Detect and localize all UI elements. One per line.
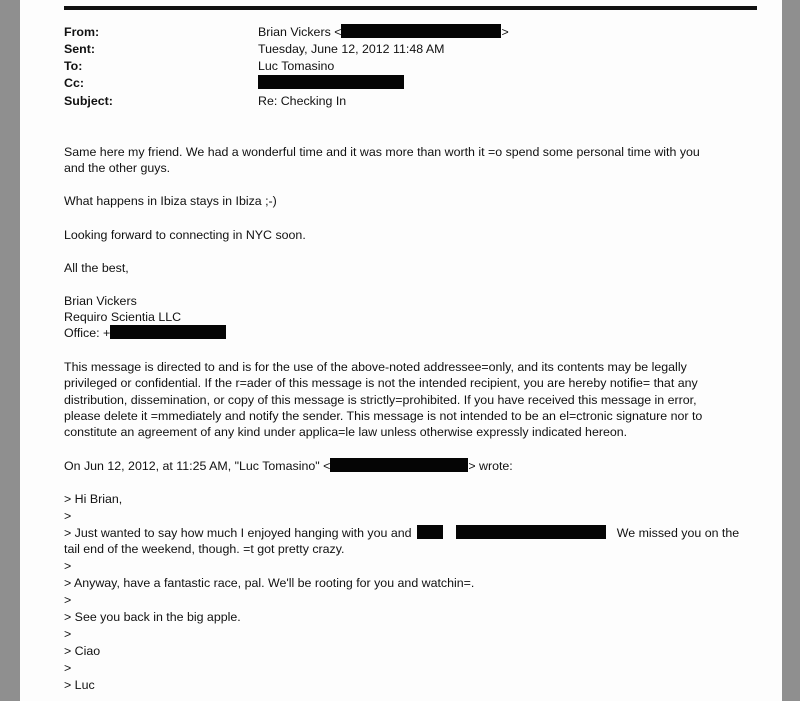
- from-name: Brian Vickers <: [258, 25, 342, 39]
- cc-label: Cc:: [64, 76, 84, 90]
- quote-intro-text: On Jun 12, 2012, at 11:25 AM, "Luc Tomasino" <: [64, 459, 331, 473]
- body-line: What happens in Ibiza stays in Ibiza ;-): [64, 194, 277, 208]
- subject-value: Re: Checking In: [258, 94, 347, 108]
- redaction-bar: [341, 24, 501, 38]
- disclaimer-line: distribution, dissemination, or copy of this message is strictly=prohibited. If you have received this message in error,: [64, 393, 697, 407]
- quoted-text: We missed you on the: [616, 526, 740, 540]
- body-line: Looking forward to connecting in NYC soon.: [64, 228, 306, 242]
- redaction-bar: [417, 525, 443, 539]
- body-line: and the other guys.: [64, 161, 171, 175]
- quoted-line: > Luc: [64, 678, 95, 692]
- signature-name: Brian Vickers: [64, 294, 137, 308]
- body-line: All the best,: [64, 261, 129, 275]
- quoted-line: >: [64, 661, 72, 675]
- email-page: [20, 0, 782, 701]
- sent-label: Sent:: [64, 42, 95, 56]
- disclaimer-line: privileged or confidential. If the r=ader of this message is not the intended recipient, you are hereby notifie= that any: [64, 376, 698, 390]
- redaction-bar: [456, 525, 606, 539]
- redaction-bar: [258, 75, 404, 89]
- disclaimer-line: please delete it =mmediately and notify the sender. This message is not intended to be an el=ctronic signature nor to: [64, 409, 703, 423]
- quoted-line: tail end of the weekend, though. =t got pretty crazy.: [64, 542, 345, 556]
- redaction-bar: [330, 458, 468, 472]
- signature-office: [64, 325, 226, 341]
- redaction-bar: [110, 325, 226, 339]
- sent-value: Tuesday, June 12, 2012 11:48 AM: [258, 42, 445, 56]
- signature-office-label: Office: +: [64, 326, 111, 340]
- quoted-line: > See you back in the big apple.: [64, 610, 241, 624]
- top-divider: [64, 6, 757, 10]
- disclaimer-line: This message is directed to and is for the use of the above-noted addressee=only, and its contents may be legally: [64, 360, 687, 374]
- cc-value: [258, 75, 404, 91]
- quoted-line: >: [64, 559, 72, 573]
- body-line: Same here my friend. We had a wonderful time and it was more than worth it =o spend some personal time with you: [64, 145, 700, 159]
- quoted-line: > Hi Brian,: [64, 492, 123, 506]
- from-value: [258, 24, 509, 40]
- quote-intro: [64, 458, 513, 474]
- quote-intro-suffix: > wrote:: [468, 459, 513, 473]
- quoted-line: > Anyway, have a fantastic race, pal. We'll be rooting for you and watchin=.: [64, 576, 475, 590]
- disclaimer-line: constitute an agreement of any kind under applica=le law unless otherwise expressly indicated hereon.: [64, 425, 628, 439]
- from-suffix: >: [501, 25, 509, 39]
- from-label: From:: [64, 25, 100, 39]
- quoted-line: [64, 525, 739, 541]
- to-value: Luc Tomasino: [258, 59, 335, 73]
- quoted-line: >: [64, 509, 72, 523]
- quoted-line: >: [64, 593, 72, 607]
- signature-company: Requiro Scientia LLC: [64, 310, 182, 324]
- quoted-line: >: [64, 627, 72, 641]
- to-label: To:: [64, 59, 83, 73]
- quoted-line: > Ciao: [64, 644, 101, 658]
- subject-label: Subject:: [64, 94, 113, 108]
- quoted-text: > Just wanted to say how much I enjoyed hanging with you and: [64, 526, 412, 540]
